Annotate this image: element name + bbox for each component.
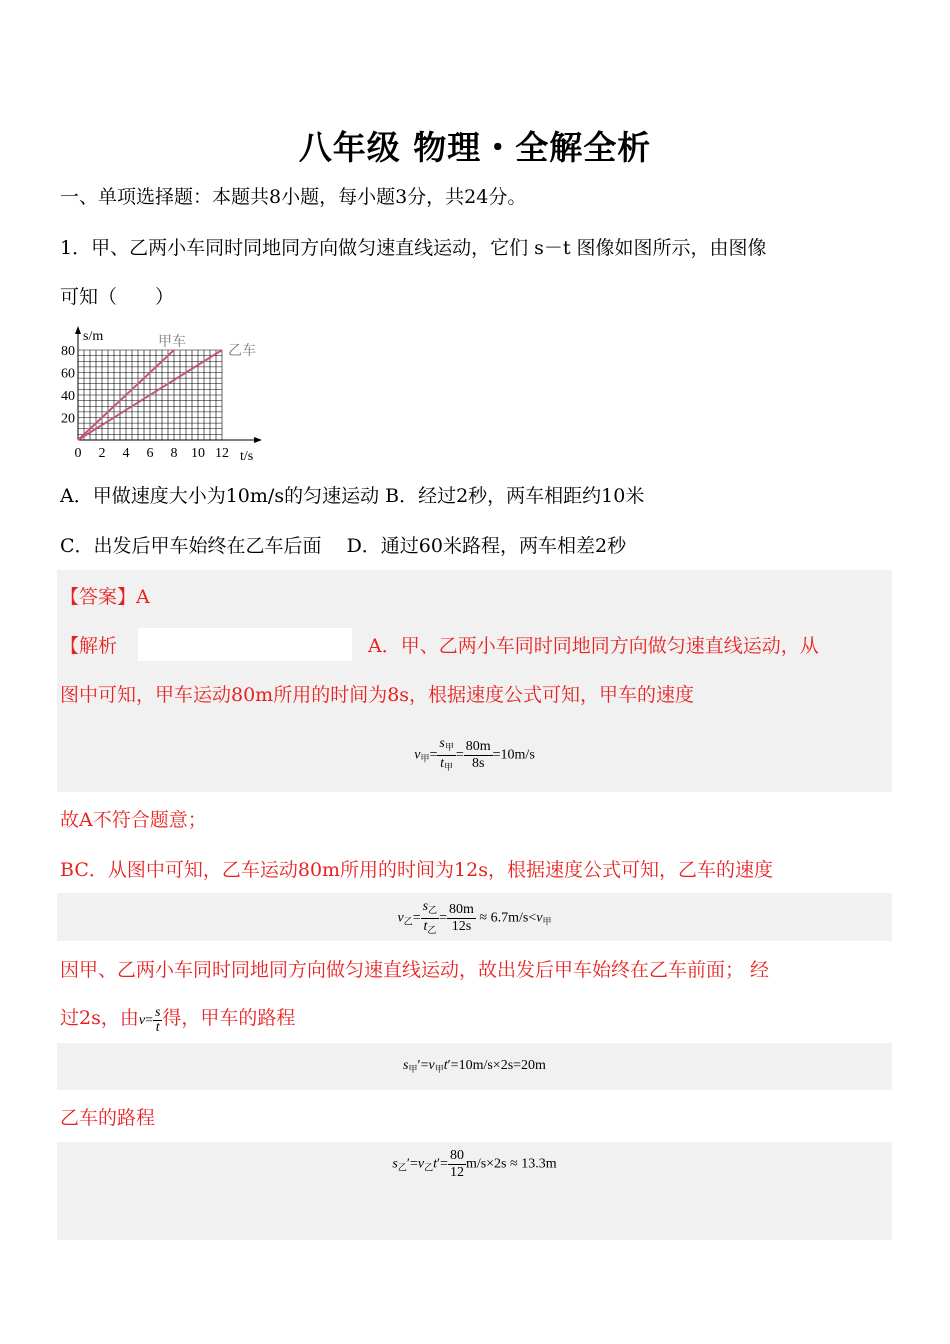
bc-line: BC．从图中可知，乙车运动80m所用的时间为12s，根据速度公式可知，乙车的速度 [60, 859, 773, 881]
series-label-yi: 乙车 [228, 344, 256, 359]
x-axis-arrow [254, 437, 262, 443]
question-line-2: 可知（ ） [60, 286, 175, 308]
answer-label: 【答案】A [60, 586, 150, 608]
options-line-2: C．出发后甲车始终在乙车后面 D．通过60米路程，两车相差2秒 [60, 535, 627, 557]
conclusion-a: 故A不符合题意； [60, 809, 207, 831]
y-axis-arrow [75, 326, 81, 334]
x-tick-label: 4 [122, 446, 130, 461]
series-label-jia: 甲车 [158, 335, 186, 350]
x-tick-label: 0 [74, 446, 82, 461]
x-tick-label: 10 [191, 446, 205, 461]
yi-path-label: 乙车的路程 [60, 1107, 156, 1129]
paragraph-line-2: 过2s，由v= $\frac{s}{t}$ 得，甲车的路程 [60, 1005, 296, 1036]
formula-s-yi: $s_乙'=v_乙t'=$ $\frac{80}{12}$ m/s×2s ≈ 13.3m [392, 1148, 557, 1180]
formula-v-jia: $v_甲=$ $\frac{s_甲}{t_甲}$ = $\frac{80m}{8s}$ =10m/s [414, 736, 535, 772]
answer-block [57, 570, 892, 792]
paragraph-line-1: 因甲、乙两小车同时同地同方向做匀速直线运动，故出发后甲车始终在乙车前面； 经 [60, 959, 770, 981]
formula-block-2 [57, 893, 892, 941]
y-tick-label: 60 [61, 366, 75, 382]
y-axis-label: s/m [83, 329, 104, 344]
question-line-1: 1．甲、乙两小车同时同地同方向做匀速直线运动，它们 s－t 图像如图所示，由图像 [60, 237, 767, 259]
page-title: 八年级 物理・全解全析 [298, 128, 652, 167]
formula-v-yi: $v_乙=$ $\frac{s_乙}{t_乙}$ = $\frac{80m}{12s}$ ≈ $6.7m/s<v_甲$ [397, 899, 552, 935]
x-tick-label: 6 [146, 446, 154, 461]
formula-s-jia: $s_甲'=v_甲t'=10m/s\times 2s=20m$ [403, 1058, 546, 1074]
formula-block-3 [57, 1043, 892, 1090]
x-tick-label: 8 [170, 446, 178, 461]
x-axis-label: t/s [240, 449, 254, 464]
y-tick-label: 40 [61, 389, 75, 404]
formula-block-4 [57, 1142, 892, 1240]
y-tick-label: 20 [61, 411, 75, 427]
st-chart [52, 322, 282, 472]
options-line-1: A．甲做速度大小为10m/s的匀速运动 B．经过2秒，两车相距约10米 [60, 485, 645, 507]
y-tick-label: 80 [61, 344, 75, 359]
x-tick-label: 2 [98, 446, 106, 461]
analysis-label: 【解析 [60, 635, 118, 657]
analysis-line-1: A．甲、乙两小车同时同地同方向做匀速直线运动，从 [368, 635, 819, 657]
x-tick-label: 12 [215, 446, 229, 461]
section-heading: 一、单项选择题：本题共8小题，每小题3分，共24分。 [60, 186, 527, 208]
redacted-box [138, 628, 352, 661]
analysis-line-2: 图中可知，甲车运动80m所用的时间为8s，根据速度公式可知，甲车的速度 [60, 684, 695, 706]
